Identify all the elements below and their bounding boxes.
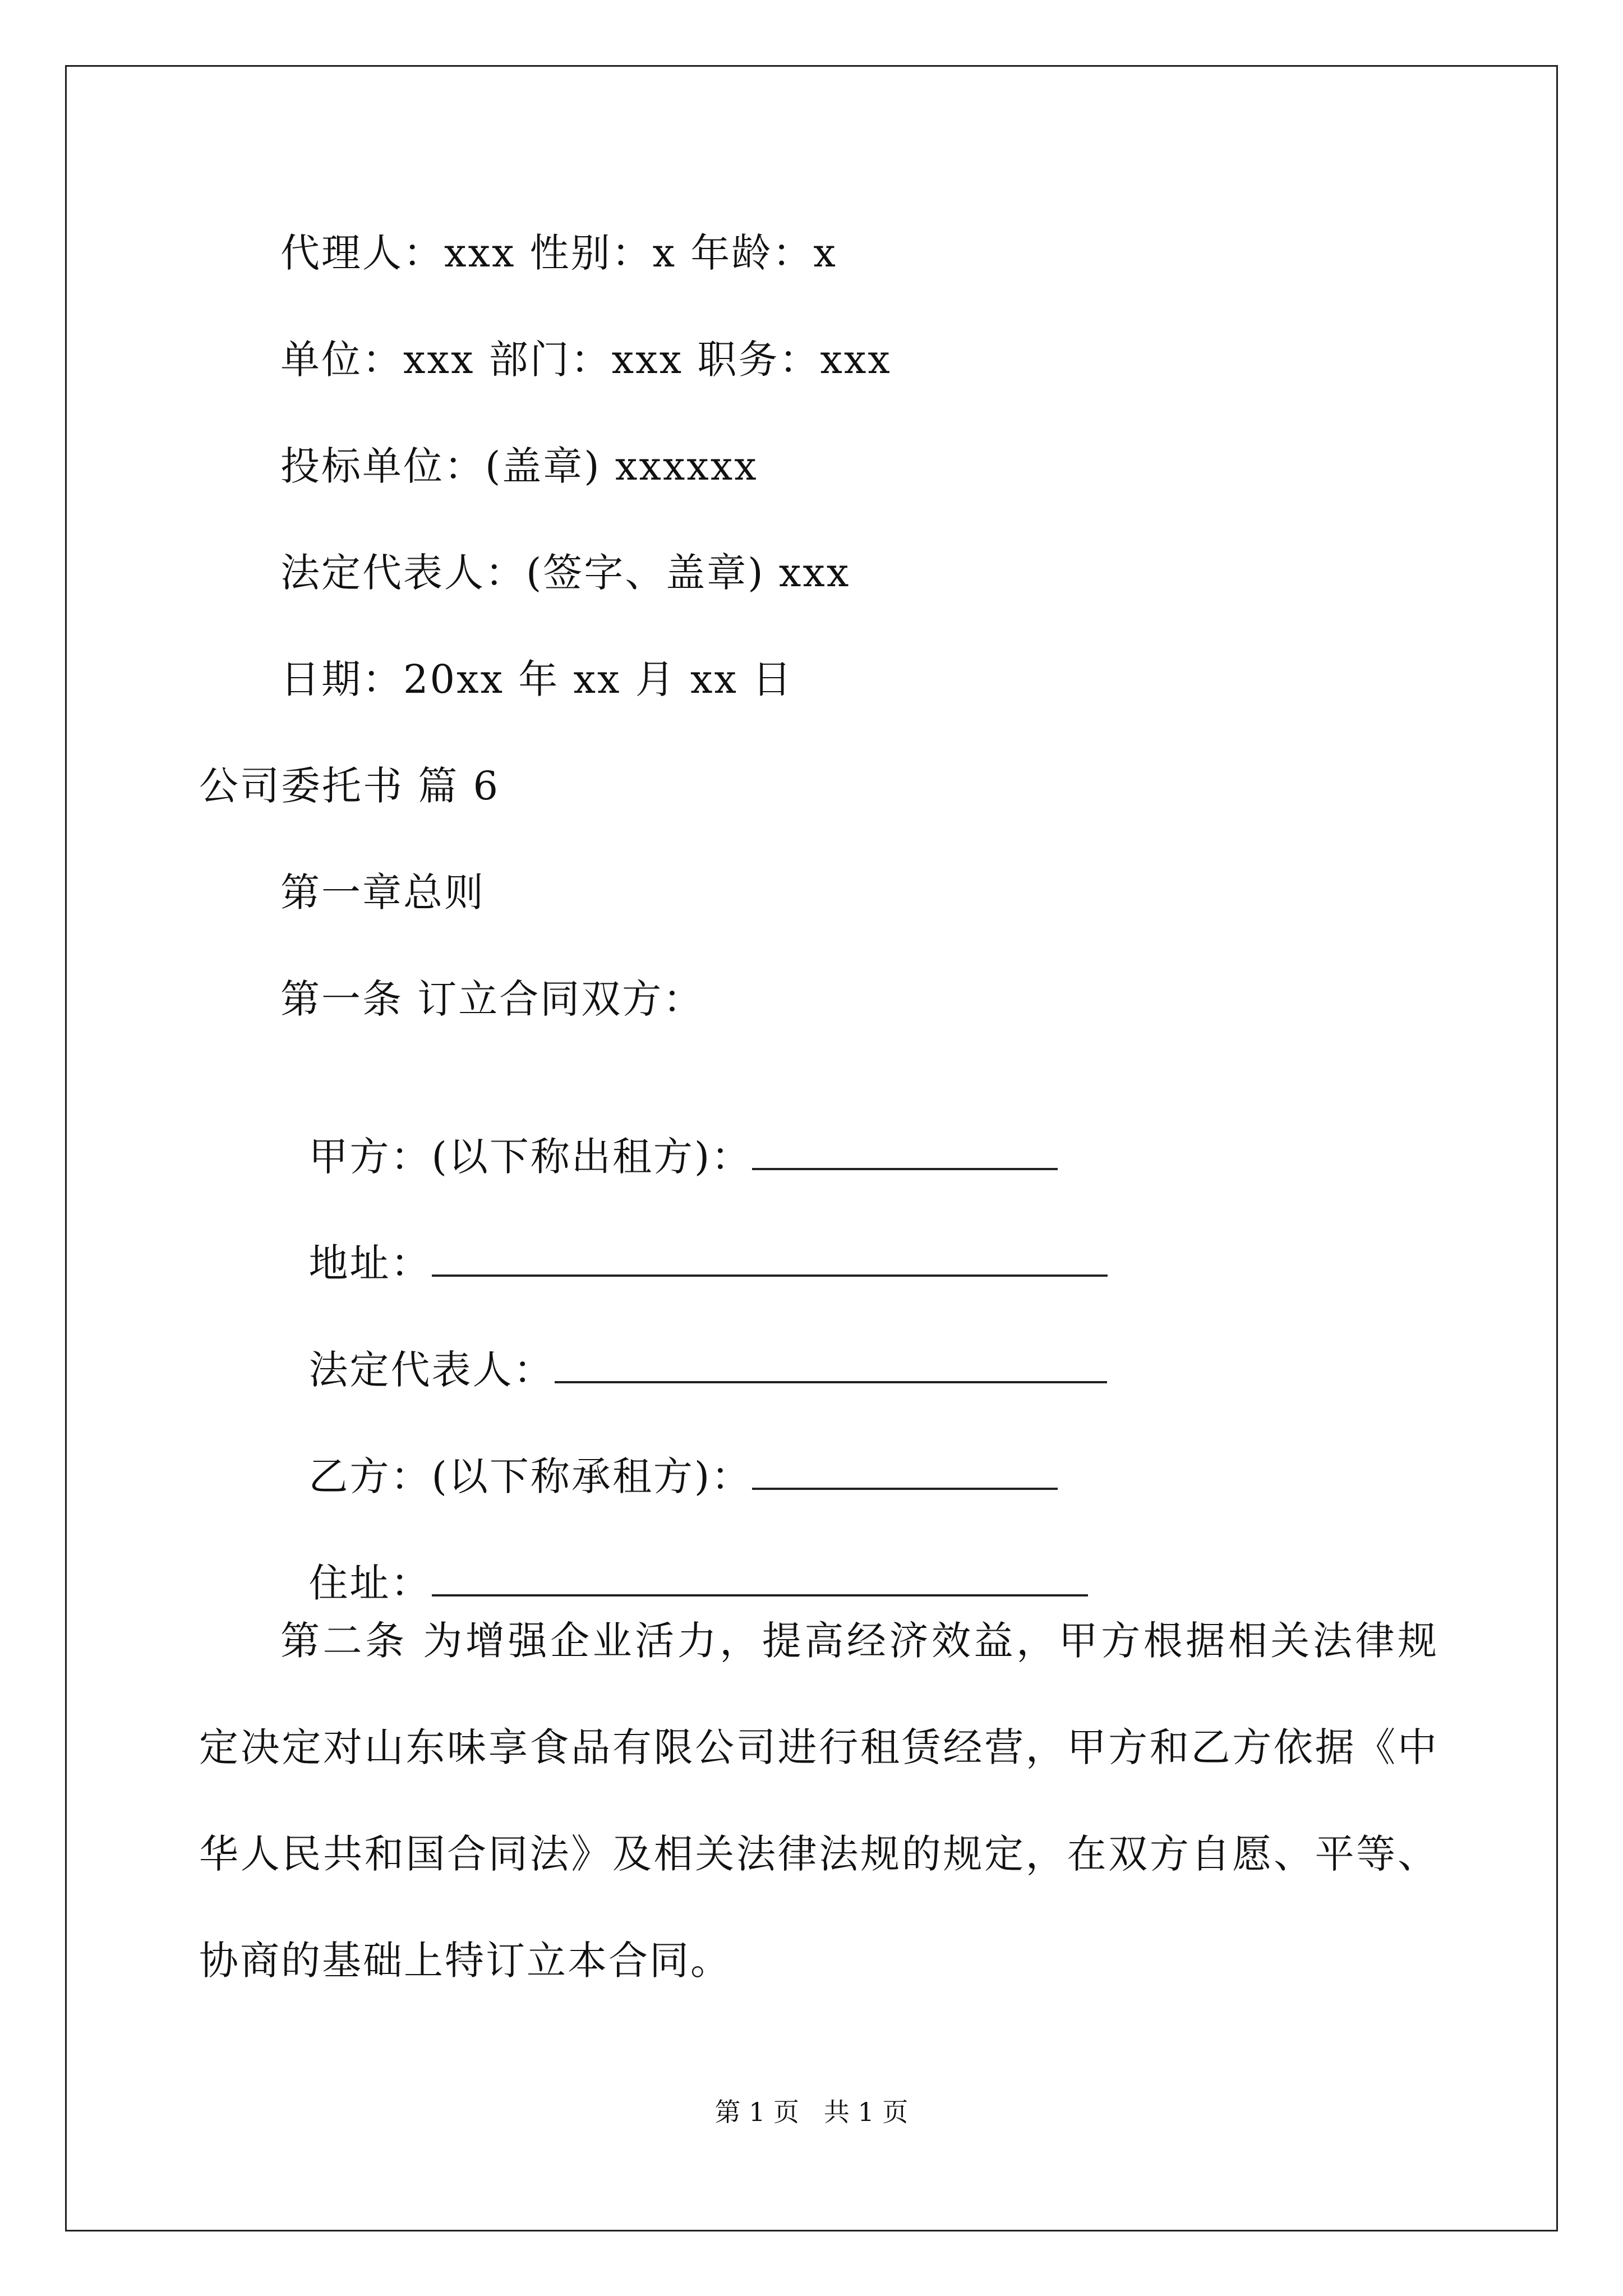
residence-label: 住址： [308,1560,432,1606]
date-line: 日期：20xx 年 xx 月 xx 日 [280,656,794,702]
legal-rep-sign-line: 法定代表人：(签字、盖章) xxx [280,550,851,596]
party-a-label: 甲方：(以下称出租方)： [308,1134,753,1180]
party-a-field [280,1080,1058,1182]
address-blank [432,1237,1108,1277]
article1-title: 第一条 订立合同双方： [280,976,704,1022]
address-label: 地址： [308,1240,432,1286]
article2-text: 第二条 为增强企业活力，提高经济效益，甲方根据相关法律规定决定对山东味享食品有限公司进行租赁经营，甲方和乙方依据《中华人民共和国合同法》及相关法律法规的规定，在双方自愿、平等、协商的基础上特订立本合同。 [199,1618,1438,1984]
party-b-blank [752,1451,1058,1490]
legal-rep-label: 法定代表人： [308,1347,555,1393]
bidder-line: 投标单位：(盖章) xxxxxx [280,443,758,489]
legal-rep-field [280,1294,1107,1395]
section-title: 公司委托书 篇 6 [199,763,500,809]
party-a-blank [752,1131,1058,1170]
party-b-field [280,1400,1058,1502]
legal-rep-blank [555,1344,1107,1383]
unit-line: 单位：xxx 部门：xxx 职务：xxx [280,337,892,383]
party-b-label: 乙方：(以下称承租方)： [308,1453,753,1499]
agent-line: 代理人：xxx 性别：x 年龄：x [280,230,837,276]
chapter-title: 第一章总则 [280,869,485,915]
address-field [280,1187,1108,1289]
article2-paragraph [199,1588,1438,2014]
page-footer: 第 1 页 共 1 页 [714,2097,909,2127]
